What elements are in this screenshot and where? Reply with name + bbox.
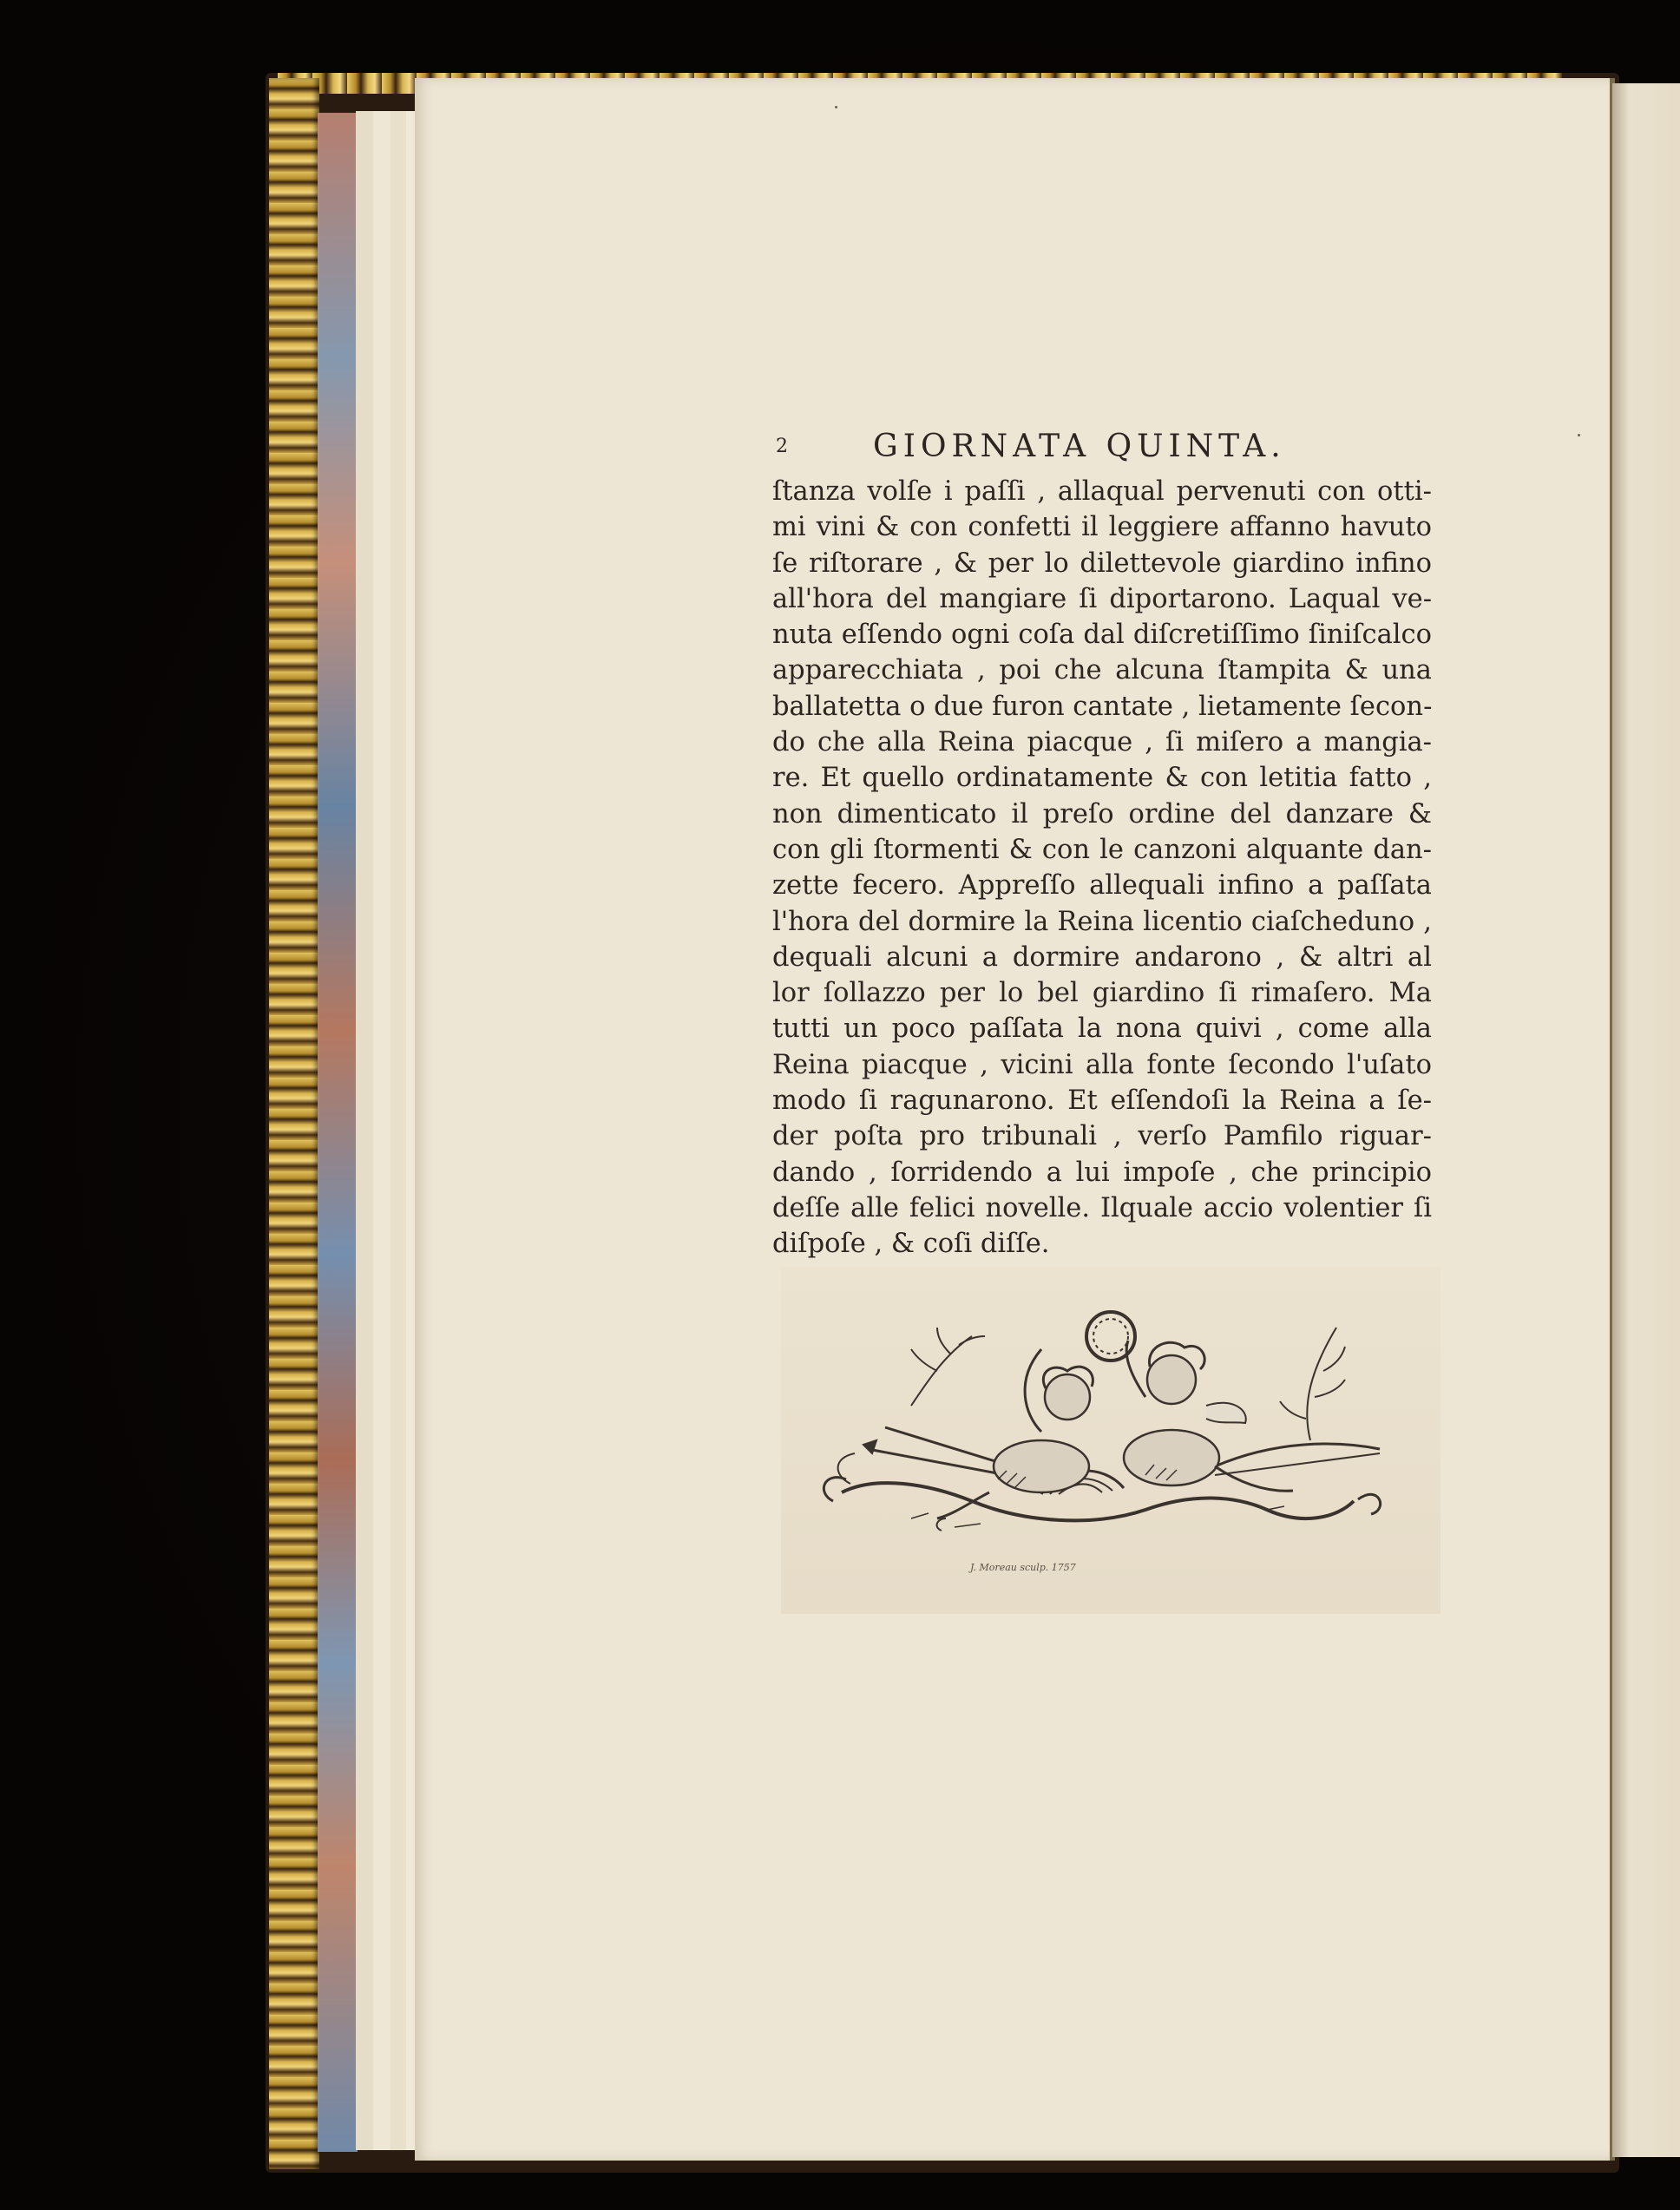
text-line: apparecchiata , poi che alcuna ſtampita & una — [772, 655, 1432, 686]
running-head-title: GIORNATA QUINTA. — [873, 429, 1286, 464]
text-line: zette fecero. Appreſſo allequali infino a paſſata — [772, 870, 1432, 902]
facing-page-edge — [1612, 83, 1680, 2157]
paper-speck — [1578, 434, 1580, 436]
text-line: do che alla Reina piacque , ſi miſero a mangia- — [772, 727, 1432, 758]
body-text — [772, 474, 1440, 1262]
paper-speck — [835, 106, 837, 108]
text-line: deſſe alle felici novelle. Ilquale accio volentier ſi — [772, 1192, 1432, 1223]
gilt-left-border — [269, 78, 319, 2169]
marbled-endpaper — [318, 113, 358, 2152]
engraver-signature: J. Moreau sculp. 1757 — [970, 1562, 1076, 1573]
text-line: lor ſollazzo per lo bel giardino ſi rimaſero. Ma — [772, 978, 1432, 1009]
text-line: mi vini & con confetti il leggiere affanno havuto — [772, 512, 1432, 543]
text-line: dando , ſorridendo a lui impoſe , che principio — [772, 1157, 1432, 1188]
page-number: 2 — [776, 436, 788, 457]
engraved-vignette — [781, 1267, 1440, 1614]
text-line: dequali alcuni a dormire andarono , & altri al — [772, 941, 1432, 973]
putti-wreath-engraving-icon — [781, 1267, 1440, 1614]
text-line: con gli ſtormenti & con le canzoni alquante dan- — [772, 834, 1432, 865]
text-line: nuta eſſendo ogni coſa dal diſcretiſſimo ſiniſcalco — [772, 620, 1432, 651]
text-line: non dimenticato il preſo ordine del danzare & — [772, 798, 1432, 830]
running-head — [772, 425, 1440, 474]
text-line: ballatetta o due furon cantate , lietamente ſecon- — [772, 691, 1433, 722]
text-line: l'hora del dormire la Reina licentio ciaſcheduno , — [772, 906, 1432, 937]
text-block — [772, 425, 1440, 1262]
text-line: Reina piacque , vicini alla fonte ſecondo l'uſato — [772, 1049, 1432, 1080]
text-line: all'hora del mangiare ſi diportarono. Laqual ve- — [772, 583, 1432, 614]
text-line: ſtanza volſe i paſſi , allaqual pervenuti con otti- — [772, 476, 1432, 507]
text-line: re. Et quello ordinatamente & con letitia fatto , — [772, 763, 1432, 794]
text-line: diſpoſe , & coſi diſſe. — [772, 1229, 1050, 1260]
text-line: ſe riſtorare , & per lo dilettevole giardino infino — [772, 548, 1432, 579]
text-line: tutti un poco paſſata la nona quivi , come alla — [772, 1013, 1432, 1045]
text-line: der poſta pro tribunali , verſo Pamfilo riguar- — [772, 1121, 1432, 1152]
text-line: modo ſi ragunarono. Et eſſendoſi la Reina a ſe- — [772, 1085, 1432, 1117]
